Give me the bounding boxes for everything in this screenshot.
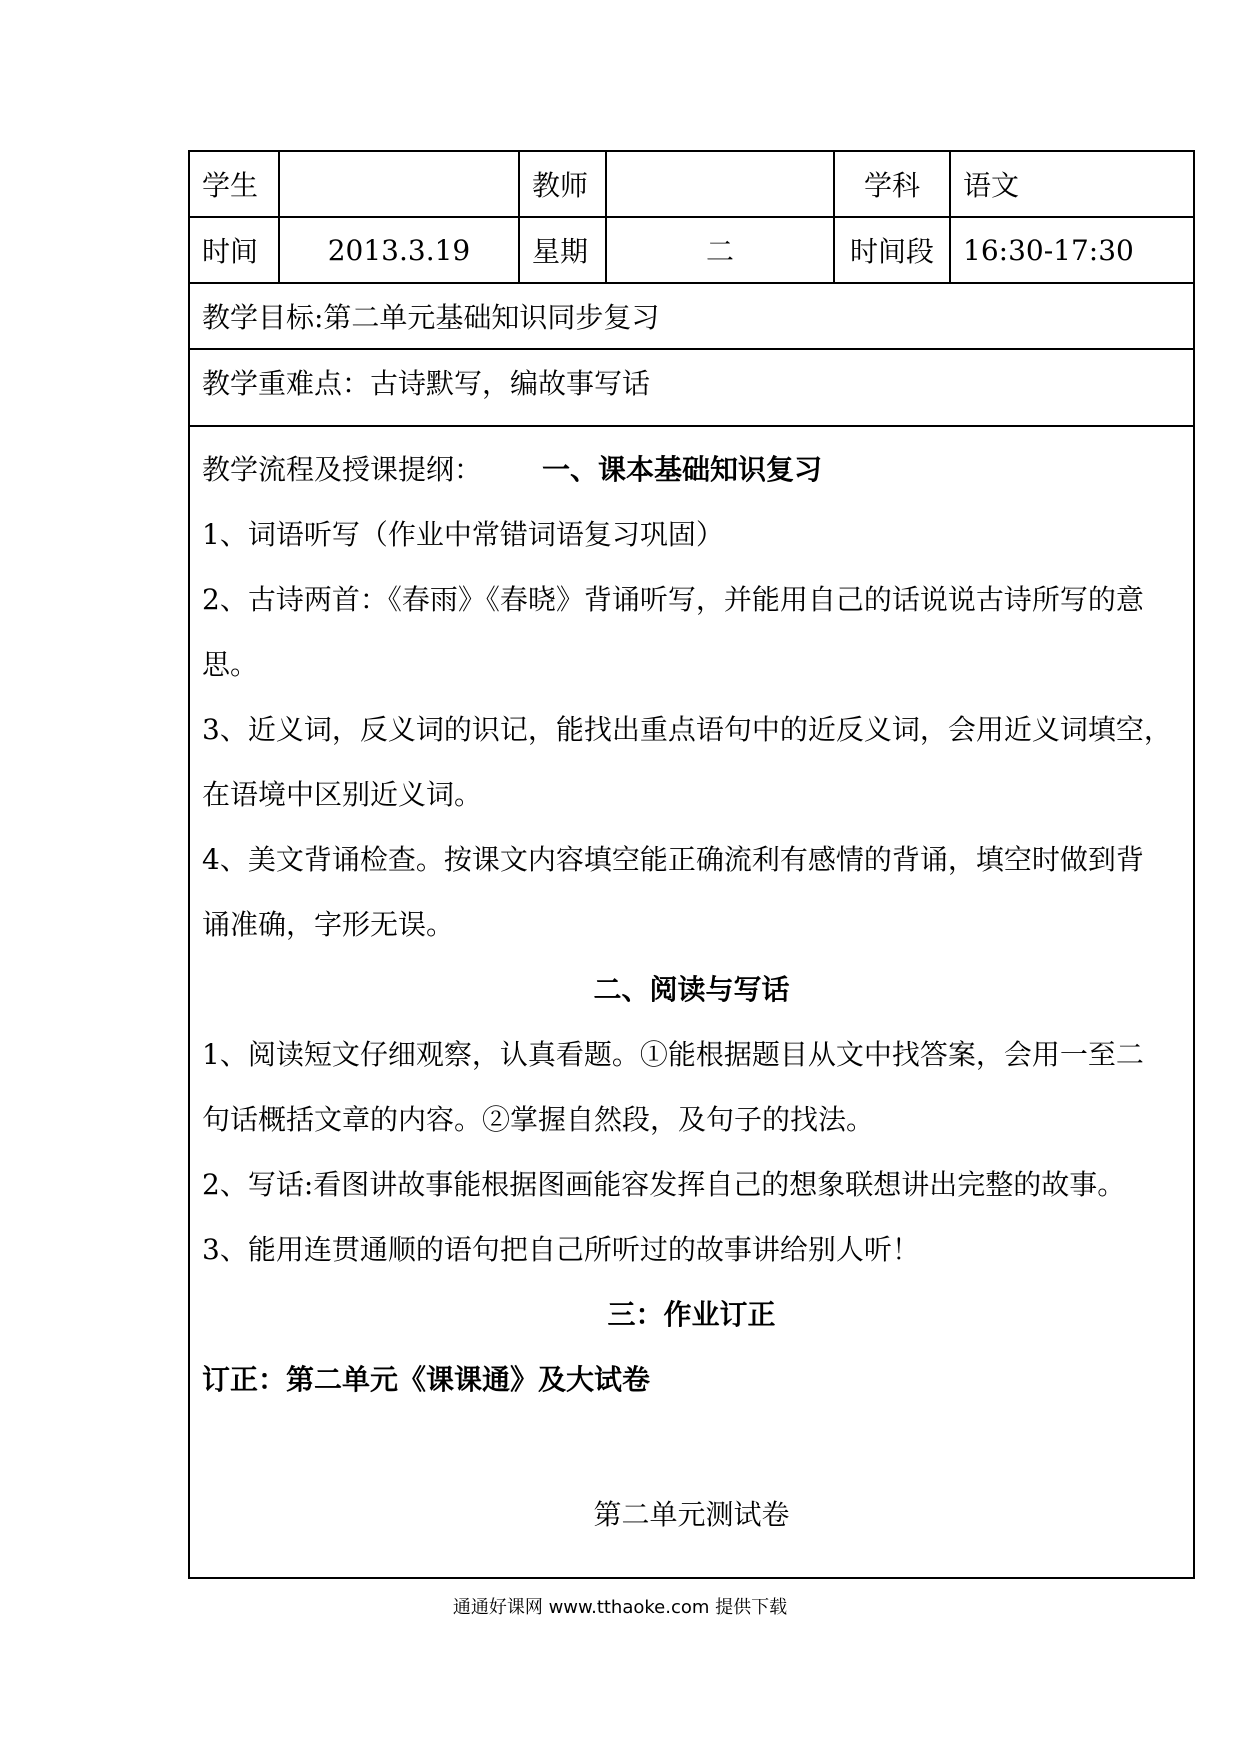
s1-item4-line1: 4、美文背诵检查。按课文内容填空能正确流利有感情的背诵，填空时做到背 <box>202 843 1144 876</box>
s1-item3-line1: 3、近义词，反义词的识记，能找出重点语句中的近反义词，会用近义词填空， <box>202 713 1172 746</box>
s1-item4-line2: 诵准确，字形无误。 <box>202 908 455 941</box>
weekday-value: 二 <box>607 218 835 282</box>
s1-item1: 1、词语听写（作业中常错词语复习巩固） <box>202 518 724 551</box>
s1-item2-line1: 2、古诗两首：《春雨》《春晓》背诵听写，并能用自己的话说说古诗所写的意 <box>202 583 1144 616</box>
section2-heading: 二、阅读与写话 <box>593 973 790 1006</box>
s2-item3: 3、能用连贯通顺的语句把自己所听过的故事讲给别人听！ <box>202 1233 920 1266</box>
flow-intro-label: 教学流程及授课提纲： <box>202 453 483 486</box>
info-row-2 <box>190 218 1193 284</box>
student-label: 学生 <box>190 152 280 216</box>
key-points-row <box>190 350 1193 427</box>
teaching-flow <box>190 427 1193 1577</box>
subject-label: 学科 <box>835 152 951 216</box>
date-value: 2013.3.19 <box>280 218 520 282</box>
section1-heading: 一、课本基础知识复习 <box>542 453 823 486</box>
subject-value: 语文 <box>963 169 1020 202</box>
period-label: 时间段 <box>835 218 951 282</box>
lesson-plan-table <box>188 150 1195 1579</box>
time-label: 时间 <box>190 218 280 282</box>
key-points: 教学重难点：古诗默写，编故事写话 <box>202 367 651 400</box>
s2-item1-line1: 1、阅读短文仔细观察，认真看题。①能根据题目从文中找答案，会用一至二 <box>202 1038 1144 1071</box>
student-value <box>280 152 520 216</box>
teacher-label: 教师 <box>520 152 607 216</box>
period-value: 16:30-17:30 <box>963 233 1134 267</box>
test-title: 第二单元测试卷 <box>593 1498 790 1531</box>
s1-item2-line2: 思。 <box>202 648 259 681</box>
flow-intro-line <box>202 437 1181 502</box>
teaching-goal-row <box>190 284 1193 350</box>
s2-item2: 2、写话:看图讲故事能根据图画能容发挥自己的想象联想讲出完整的故事。 <box>202 1168 1126 1201</box>
info-row-1 <box>190 152 1193 218</box>
correction-line: 订正：第二单元《课课通》及大试卷 <box>202 1363 651 1396</box>
teaching-goal: 教学目标:第二单元基础知识同步复习 <box>202 301 660 334</box>
s1-item3-line2: 在语境中区别近义词。 <box>202 778 483 811</box>
blank-space <box>202 1412 1181 1482</box>
weekday-label: 星期 <box>520 218 607 282</box>
s2-item1-line2: 句话概括文章的内容。②掌握自然段，及句子的找法。 <box>202 1103 875 1136</box>
page-footer: 通通好课网 www.tthaoke.com 提供下载 <box>452 1597 788 1618</box>
section3-heading: 三：作业订正 <box>607 1298 776 1331</box>
teacher-value <box>607 152 835 216</box>
